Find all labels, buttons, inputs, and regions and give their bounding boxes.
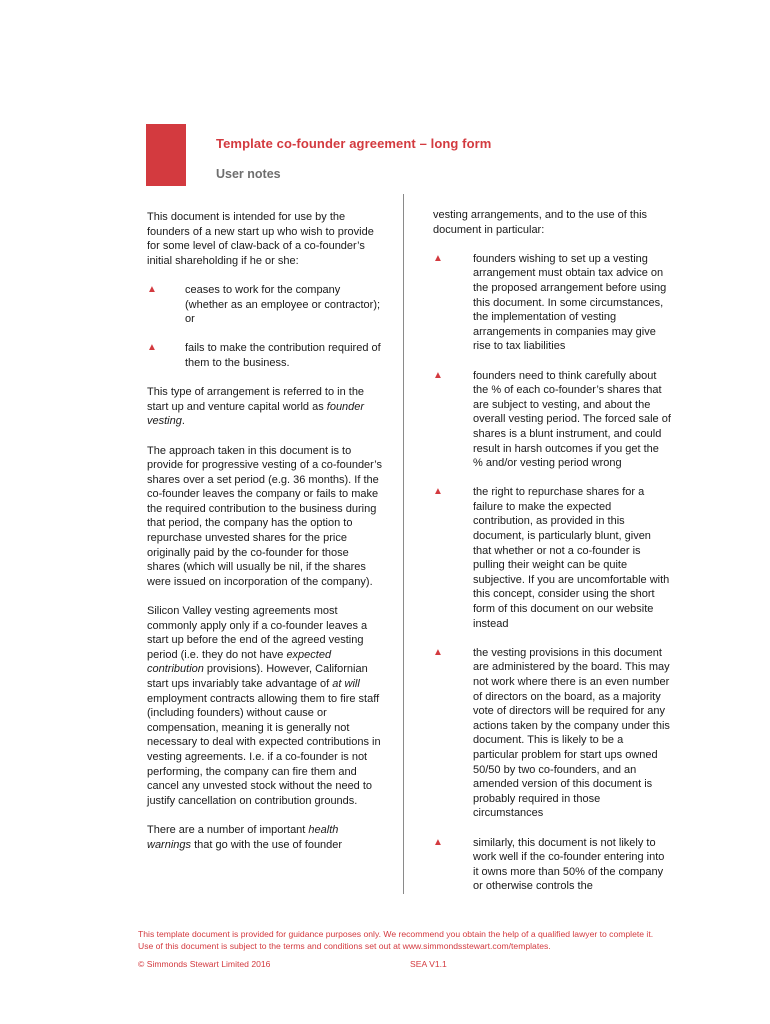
list-item-text: similarly, this document is not likely to work well if the co-founder entering into it owns more than 50% of the company or otherwise controls the — [473, 836, 665, 893]
paragraph-text: Silicon Valley vesting agreements most commonly apply only if a co-founder leaves a start up before the end of the agreed vesting period (i.e. they do not have — [147, 605, 368, 661]
paragraph-text: that go with the use of founder — [191, 838, 343, 851]
silicon-valley-paragraph — [147, 604, 383, 808]
list-item-text: founders need to think carefully about the % of each co-founder’s shares that are subject to vesting, and about the overall vesting period. The forced sale of shares is a blunt instrument, and could result in harsh outcomes if you get the % and/or vesting period wrong — [473, 369, 671, 470]
right-column — [433, 208, 671, 909]
footer-copyright: © Simmonds Stewart Limited 2016 — [138, 959, 271, 969]
continued-paragraph: vesting arrangements, and to the use of this document in particular: — [433, 209, 648, 236]
triangle-bullet-icon: ▲ — [433, 646, 443, 658]
document-title: Template co-founder agreement – long form — [216, 136, 492, 151]
list-item — [147, 283, 383, 327]
emphasis-text: expected contribution — [147, 648, 332, 676]
triangle-bullet-icon: ▲ — [147, 342, 157, 354]
left-column — [147, 210, 383, 867]
list-item — [147, 341, 383, 370]
list-item — [433, 252, 671, 354]
emphasis-text: at will — [332, 678, 360, 690]
list-item-text: founders wishing to set up a vesting arrangement must obtain tax advice on the proposed arrangement before using this document. In some circumstances, the implementation of vesting arrangements in companies may give rise to tax liabilities — [473, 252, 667, 353]
paragraph-text: employment contracts allowing them to fire staff (including founders) without cause or compensation, meaning it is generally not necessary to deal with expected contributions in vesting agreements. I.e. if a co-founder is not performing, the company can fire them and cancel any unvested stock without the need to justify cancellation on contribution grounds. — [147, 692, 381, 807]
founder-vesting-paragraph — [147, 385, 383, 429]
emphasis-text: health warnings — [147, 823, 339, 851]
list-item — [433, 836, 671, 894]
triangle-bullet-icon: ▲ — [433, 369, 443, 381]
emphasis-text: founder vesting — [147, 400, 365, 428]
triangle-bullet-icon: ▲ — [433, 486, 443, 498]
intro-paragraph: This document is intended for use by the founders of a new start up who wish to provide for some level of claw-back of a co-founder’s initial shareholding if he or she: — [147, 211, 374, 267]
triangle-bullet-icon: ▲ — [433, 252, 443, 264]
triangle-bullet-icon: ▲ — [147, 283, 157, 295]
list-item — [433, 485, 671, 631]
footer-version: SEA V1.1 — [410, 959, 447, 969]
paragraph-text: provisions). However, Californian start ups invariably take advantage of — [147, 663, 368, 690]
list-item-text: ceases to work for the company (whether as an employee or contractor); or — [185, 283, 381, 326]
health-warnings-paragraph — [147, 823, 383, 852]
brand-red-block — [146, 124, 186, 186]
paragraph-text: There are a number of important — [147, 823, 309, 836]
column-divider — [403, 194, 404, 894]
approach-paragraph: The approach taken in this document is to provide for progressive vesting of a co-founder’s shares over a set period (e.g. 36 months). If the co-founder leaves the company or fails to make the required contribution to the business during that period, the company has the option to repurchase unvested shares for the price originally paid by the co-founder for those shares (which will usually be nil, if the shares were issued on incorporation of the company). — [147, 444, 382, 588]
list-item-text: the right to repurchase shares for a failure to make the expected contribution, as provided in this document, is particularly blunt, given that whether or not a co-founder is pulling their weight can be quite subjective. If you are uncomfortable with this concept, consider using the short form of this document on our website instead — [473, 486, 670, 630]
paragraph-text: . — [181, 415, 185, 428]
paragraph-text: This type of arrangement is referred to in the start up and venture capital world as — [147, 386, 365, 413]
document-subtitle: User notes — [216, 167, 281, 181]
triangle-bullet-icon: ▲ — [433, 836, 443, 848]
list-item — [433, 646, 671, 821]
footer-disclaimer: This template document is provided for guidance purposes only. We recommend you obtain the help of a qualified lawyer to complete it. Use of this document is subject to the terms and conditions set out at www.simmondsstewart.com/templates. — [138, 929, 654, 951]
list-item-text: the vesting provisions in this document are administered by the board. This may not work where there is an even number of directors on the board, as a majority vote of directors will be required for any actions taken by the company under this document. This is likely to be a particular problem for start ups owned 50/50 by two co-founders, and an amended version of this document is probably required in those circumstances — [473, 646, 670, 820]
list-item-text: fails to make the contribution required of them to the business. — [185, 342, 381, 369]
list-item — [433, 369, 671, 471]
